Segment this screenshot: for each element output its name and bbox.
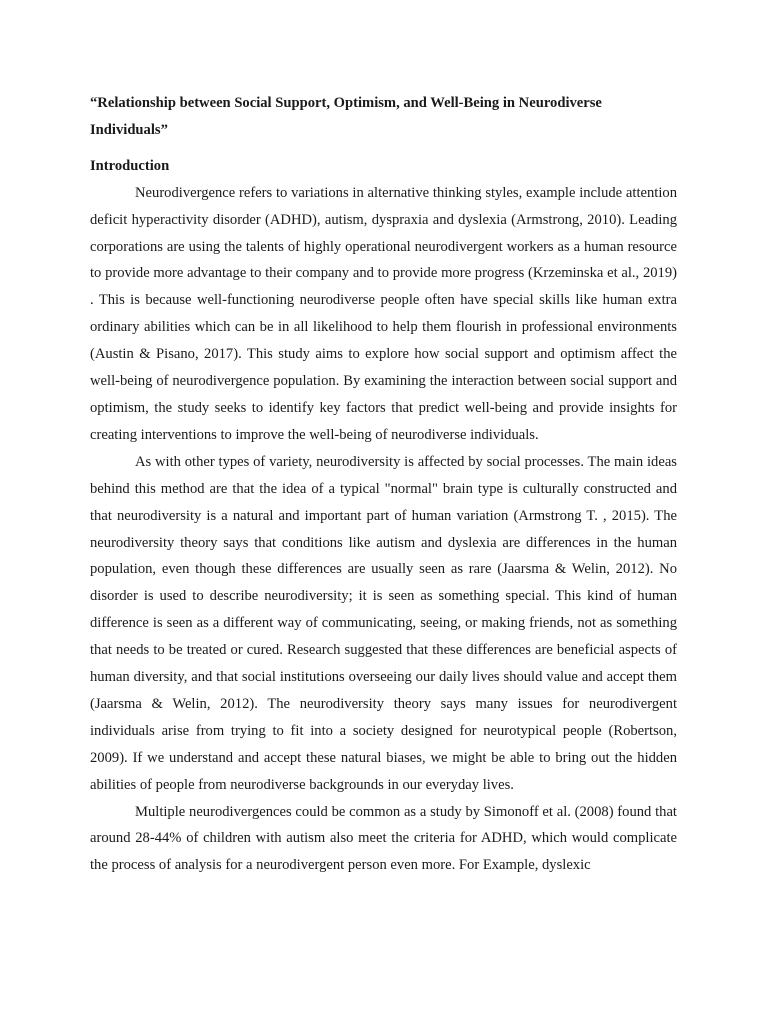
- paragraph-3: Multiple neurodivergences could be common as a study by Simonoff et al. (2008) found that around 28-44% of children with autism also meet the criteria for ADHD, which would complicate the process of analysis for a neurodivergent person even more. For Example, dyslexic: [90, 803, 677, 874]
- paragraph-1: Neurodivergence refers to variations in alternative thinking styles, example include attention deficit hyperactivity disorder (ADHD), autism, dyspraxia and dyslexia (Armstrong, 2010). Leading corporations are using the talents of highly operational neurodivergent workers as a human resource to provide more advantage to their company and to provide more progress (Krzeminska et al., 2019) . This is because well-functioning neurodiverse people often have special skills like human extra ordinary abilities which can be in all likelihood to help them flourish in professional environments (Austin & Pisano, 2017). This study aims to explore how social support and optimism affect the well-being of neurodivergence population. By examining the interaction between social support and optimism, the study seeks to identify key factors that predict well-being and provide insights for creating interventions to improve the well-being of neurodiverse individuals.: [90, 184, 677, 443]
- section-heading-introduction: Introduction: [90, 157, 170, 174]
- paragraph-2: As with other types of variety, neurodiversity is affected by social processes. The main ideas behind this method are that the idea of a typical "normal" brain type is culturally constructed and that neurodiversity is a natural and important part of human variation (Armstrong T. , 2015). The neurodiversity theory says that conditions like autism and dyslexia are differences in the human population, even though these differences are usually seen as rare (Jaarsma & Welin, 2012). No disorder is used to describe neurodiversity; it is seen as something special. This kind of human difference is seen as a different way of communicating, seeing, or making friends, not as something that needs to be treated or cured. Research suggested that these differences are beneficial aspects of human diversity, and that social institutions overseeing our daily lives should value and accept them (Jaarsma & Welin, 2012). The neurodiversity theory says many issues for neurodivergent individuals arise from trying to fit into a society designed for neurotypical people (Robertson, 2009). If we understand and accept these natural biases, we might be able to bring out the hidden abilities of people from neurodiverse backgrounds in our everyday lives.: [90, 453, 677, 793]
- document-body: [90, 90, 677, 879]
- document-title: “Relationship between Social Support, Optimism, and Well-Being in Neurodiverse Individuals”: [90, 95, 602, 138]
